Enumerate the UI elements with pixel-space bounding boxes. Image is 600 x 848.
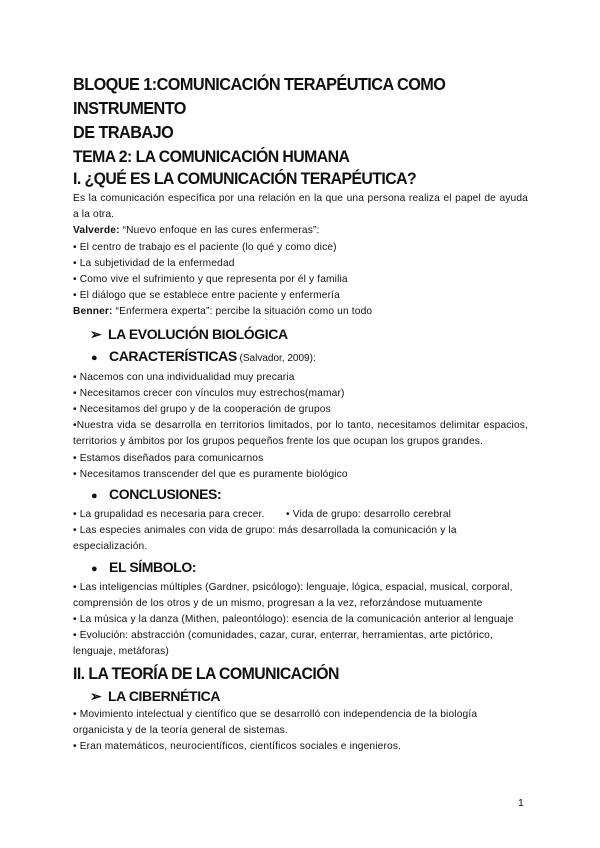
valverde-line [73, 223, 528, 239]
cibernetica-heading [73, 685, 528, 707]
caracteristicas-heading [73, 345, 528, 370]
caracteristicas-item: • Necesitamos crecer con vínculos muy estrechos(mamar) [73, 387, 345, 399]
conclusiones-item: • La grupalidad es necesaria para crecer. [73, 509, 265, 521]
conclusiones-heading [73, 483, 528, 507]
cibernetica-item: • Eran matemáticos, neurocientíficos, científicos sociales e ingenieros. [73, 741, 402, 753]
valverde-item: • Como vive el sufrimiento y que representa por él y familia [73, 274, 348, 286]
benner-label: Benner: [73, 306, 113, 318]
caracteristicas-item: •Nuestra vida se desarrolla en territorios limitados, por lo tanto, necesitamos delimitar espacios, territorios y ámbitos por los grupos pequeños frente los que ocupan los grupos grandes. [73, 420, 528, 448]
simbolo-heading [73, 556, 528, 580]
evolucion-heading-text: LA EVOLUCIÓN BIOLÓGICA [108, 325, 288, 342]
conclusiones-line1 [73, 507, 528, 523]
conclusiones-item: • Vida de grupo: desarrollo cerebral [286, 509, 452, 521]
document-page [73, 72, 528, 755]
bloque-title-line1: BLOQUE 1:COMUNICACIÓN TERAPÉUTICA COMO INSTRUMENTO [73, 74, 446, 118]
cibernetica-item: • Movimiento intelectual y científico que se desarrolló con independencia de la biología organicista y de la teoría general de sistemas. [73, 708, 478, 736]
conclusiones-heading-text: CONCLUSIONES: [109, 486, 222, 503]
simbolo-heading-text: EL SÍMBOLO: [109, 558, 197, 575]
bullet-icon: ● [91, 351, 98, 364]
valverde-text: “Nuevo enfoque en las cures enfermeras”: [119, 225, 320, 237]
benner-text: “Enfermera experta”: percibe la situación como un todo [112, 306, 373, 318]
section1-heading: I. ¿QUÉ ES LA COMUNICACIÓN TERAPÉUTICA? [73, 169, 417, 188]
valverde-label: Valverde: [73, 225, 120, 237]
tema-title: TEMA 2: LA COMUNICACIÓN HUMANA [73, 147, 350, 166]
bullet-icon: ● [91, 562, 98, 575]
valverde-item: • El diálogo que se establece entre paciente y enfermería [73, 290, 340, 302]
caracteristicas-citation: (Salvador, 2009): [236, 352, 316, 364]
conclusiones-item: • Las especies animales con vida de grupo: más desarrollada la comunicación y la especialización. [73, 525, 457, 553]
valverde-item: • La subjetividad de la enfermedad [73, 257, 235, 269]
arrow-icon: ➢ [90, 325, 102, 342]
page-number: 1 [518, 797, 524, 809]
arrow-icon: ➢ [90, 687, 102, 704]
simbolo-item: • Las inteligencias múltiples (Gardner, psicólogo): lenguaje, lógica, espacial, musical, corporal, comprensión de los otros y de un mismo, progresan a la vez, reforzándose mutuamente [73, 581, 513, 609]
bullet-icon: ● [91, 490, 98, 503]
caracteristicas-item: • Nacemos con una individualidad muy precaria [73, 371, 295, 383]
simbolo-item: • La música y la danza (Mithen, paleontólogo): esencia de la comunicación anterior al lenguaje [73, 614, 514, 626]
valverde-item: • El centro de trabajo es el paciente (lo qué y como dice) [73, 241, 337, 253]
section2-heading: II. LA TEORÍA DE LA COMUNICACIÓN [73, 663, 339, 683]
caracteristicas-item: • Necesitamos transcender del que es puramente biológico [73, 468, 348, 480]
simbolo-item: • Evolución: abstracción (comunidades, cazar, curar, enterrar, herramientas, arte pictórico, lenguaje, metáforas) [73, 630, 493, 658]
evolucion-heading [73, 323, 528, 345]
cibernetica-heading-text: LA CIBERNÉTICA [108, 687, 221, 704]
section1-intro: Es la comunicación específica por una relación en la que una persona realiza el papel de ayuda a la otra. [73, 193, 528, 221]
caracteristicas-heading-text: CARACTERÍSTICAS [109, 347, 237, 364]
caracteristicas-item: • Estamos diseñados para comunicarnos [73, 452, 264, 464]
benner-line [73, 304, 528, 320]
caracteristicas-item: • Necesitamos del grupo y de la cooperación de grupos [73, 404, 331, 416]
bloque-title-line2: DE TRABAJO [73, 122, 174, 142]
